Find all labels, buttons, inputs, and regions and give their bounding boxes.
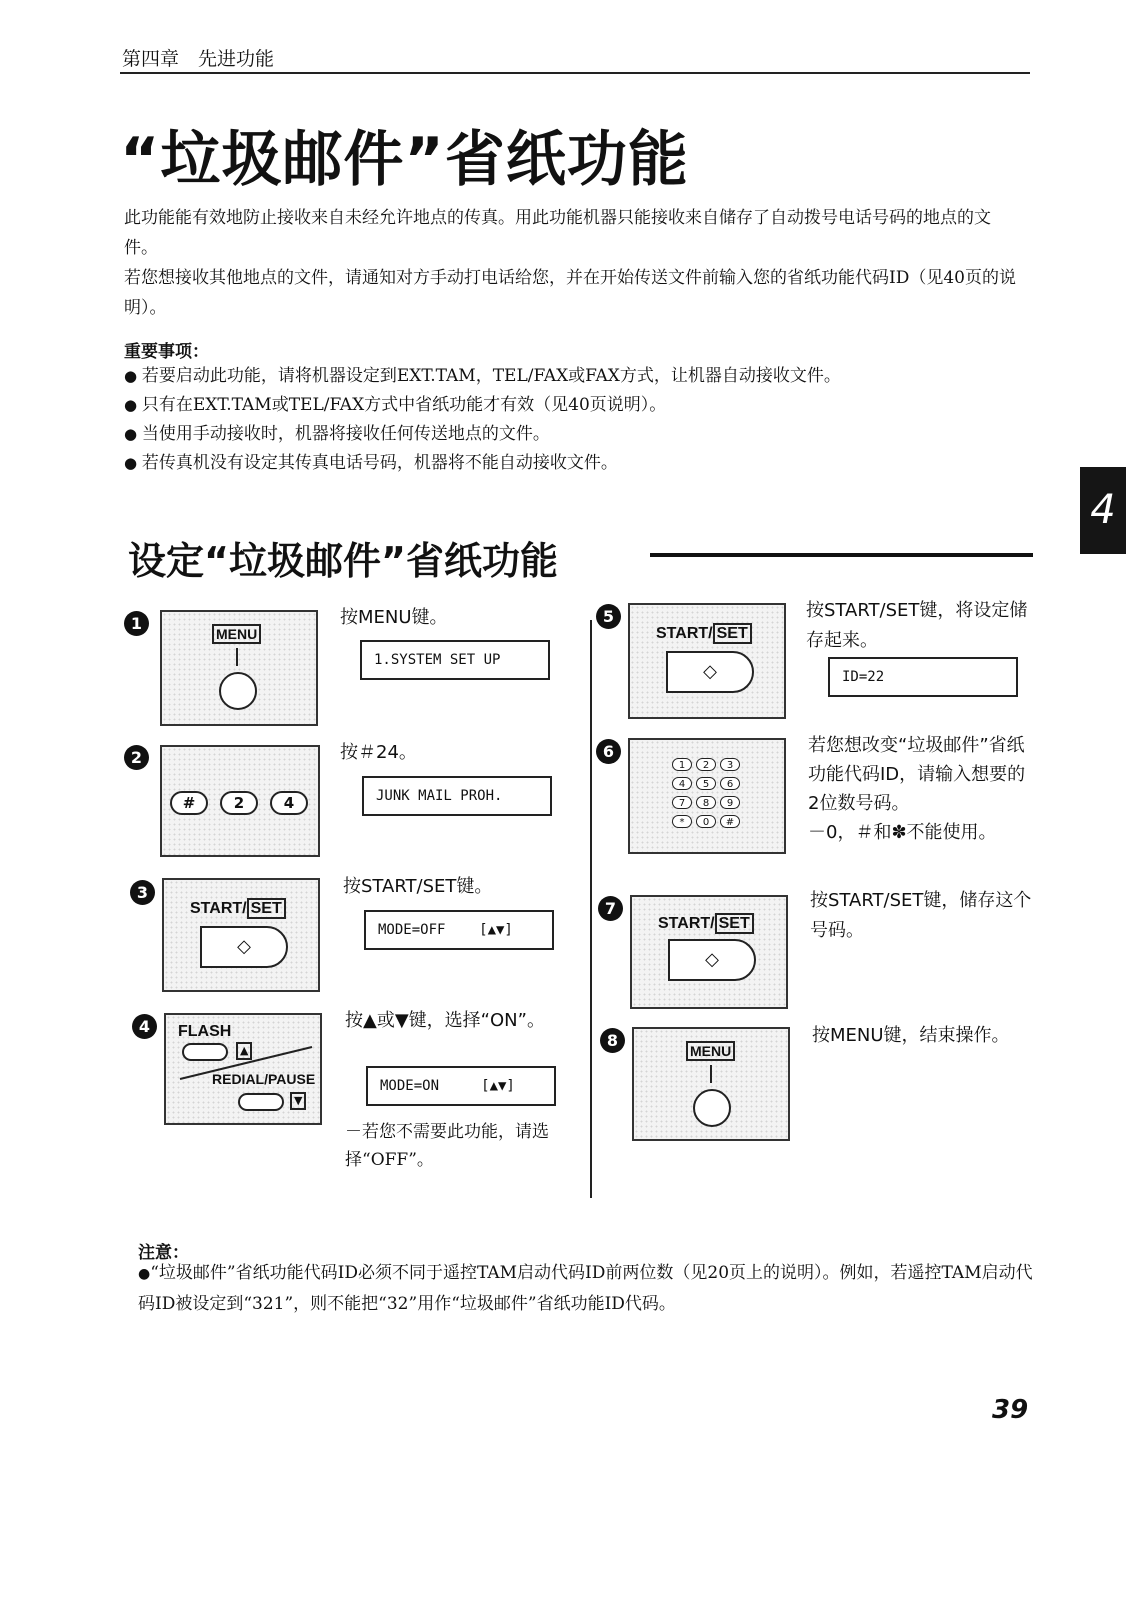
hash-key-icon: #	[170, 791, 208, 815]
lcd-display: ID=22	[828, 657, 1018, 697]
step-6-panel	[628, 738, 786, 854]
important-item: ● 若要启动此功能，请将机器设定到EXT.TAM，TEL/FAX或FAX方式，让机器自动接收文件。	[124, 362, 1024, 391]
step-number: 6	[596, 739, 621, 764]
lcd-display: JUNK MAIL PROH.	[362, 776, 552, 816]
start-set-label	[656, 625, 752, 643]
column-divider	[590, 620, 592, 1198]
section-title: 设定“垃圾邮件”省纸功能	[128, 539, 558, 583]
page-title: “垃圾邮件”省纸功能	[120, 125, 689, 195]
step-number: 8	[600, 1028, 625, 1053]
step-instruction: 按＃24。	[340, 742, 417, 763]
down-arrow-icon: ▼	[290, 1092, 306, 1110]
important-item: ● 当使用手动接收时，机器将接收任何传送地点的文件。	[124, 420, 1024, 449]
menu-key-label: MENU	[686, 1041, 735, 1061]
step-instruction: 按START/SET键。	[343, 876, 493, 897]
intro-text	[124, 203, 1024, 323]
important-item: ● 只有在EXT.TAM或TEL/FAX方式中省纸功能才有效（见40页说明）。	[124, 391, 1024, 420]
keypad-key: 0	[696, 815, 716, 828]
start-diamond-icon: ◇	[705, 949, 719, 970]
redial-pause-label: REDIAL/PAUSE	[212, 1071, 316, 1087]
chapter-tab: 4	[1080, 467, 1126, 554]
keypad-key: 8	[696, 796, 716, 809]
start-diamond-icon: ◇	[703, 661, 717, 682]
keypad-key: 2	[696, 758, 716, 771]
step-number: 5	[596, 604, 621, 629]
keypad-key: #	[720, 815, 740, 828]
key-4-icon: 4	[270, 791, 308, 815]
dial-keypad-icon	[672, 758, 744, 828]
key-stem	[710, 1065, 712, 1083]
keypad-key: 7	[672, 796, 692, 809]
start-button-icon	[666, 651, 754, 693]
keypad-key: 4	[672, 777, 692, 790]
important-item: ● 若传真机没有设定其传真电话号码，机器将不能自动接收文件。	[124, 449, 1024, 478]
step-instruction: 按▲或▼键，选择“ON”。	[345, 1010, 545, 1031]
intro-paragraph-2: 若您想接收其他地点的文件，请通知对方手动打电话给您，并在开始传送文件前输入您的省纸功能代码ID（见40页的说明）。	[124, 268, 1016, 318]
start-label: START/	[190, 900, 247, 917]
step-5-panel	[628, 603, 786, 719]
keypad-key: 9	[720, 796, 740, 809]
step-sub-note: －若您不需要此功能，请选择“OFF”。	[345, 1122, 549, 1170]
step-3-panel	[162, 878, 320, 992]
lcd-display: MODE=ON [▲▼]	[366, 1066, 556, 1106]
start-diamond-icon: ◇	[237, 936, 251, 957]
important-heading: 重要事项：	[124, 342, 209, 362]
step-number: 3	[130, 880, 155, 905]
step-instruction: 若您想改变“垃圾邮件”省纸功能代码ID，请输入想要的2位数号码。	[808, 735, 1026, 814]
keypad-key: 3	[720, 758, 740, 771]
set-label: SET	[713, 623, 752, 644]
lcd-display: 1.SYSTEM SET UP	[360, 640, 550, 680]
step-instruction: 按MENU键，结束操作。	[812, 1025, 1010, 1046]
important-list	[124, 362, 1024, 478]
start-button-icon	[200, 926, 288, 968]
start-label: START/	[656, 625, 713, 642]
step-instruction: 按START/SET键，储存这个号码。	[810, 890, 1032, 941]
note-item: ● “垃圾邮件”省纸功能代码ID必须不同于遥控TAM启动代码ID前两位数（见20页上的说明）。例如，若遥控TAM启动代码ID被设定到“321”，则不能把“32”用作“垃圾邮件”省纸功能ID代码。	[138, 1258, 1038, 1319]
note-list	[138, 1258, 1038, 1319]
step-instruction: 按MENU键。	[340, 607, 448, 628]
keypad-key: 1	[672, 758, 692, 771]
step-number: 4	[132, 1014, 157, 1039]
key-2-icon: 2	[220, 791, 258, 815]
section-rule	[650, 553, 1033, 557]
key-stem	[236, 648, 238, 666]
set-label: SET	[715, 913, 754, 934]
menu-key-label: MENU	[212, 624, 261, 644]
start-set-label	[658, 915, 754, 933]
menu-button-icon	[693, 1089, 731, 1127]
menu-button-icon	[219, 672, 257, 710]
flash-label: FLASH	[178, 1023, 232, 1040]
start-button-icon	[668, 939, 756, 981]
start-label: START/	[658, 915, 715, 932]
set-label: SET	[247, 898, 286, 919]
keypad-key: 6	[720, 777, 740, 790]
lcd-display: MODE=OFF [▲▼]	[364, 910, 554, 950]
step-number: 1	[124, 611, 149, 636]
keypad-key: *	[672, 815, 692, 828]
start-set-label	[190, 900, 286, 918]
chapter-header: 第四章 先进功能	[122, 48, 275, 70]
redial-button-icon	[238, 1093, 284, 1111]
header-rule	[120, 72, 1030, 74]
step-2-panel	[160, 745, 320, 857]
step-sub-note: －0，＃和✽不能使用。	[808, 822, 997, 843]
step-7-panel	[630, 895, 788, 1009]
step-instruction: 按START/SET键，将设定储存起来。	[806, 600, 1028, 651]
step-number: 7	[598, 896, 623, 921]
step-8-panel	[632, 1027, 790, 1141]
up-arrow-icon: ▲	[236, 1042, 252, 1060]
page-number: 39	[992, 1395, 1029, 1425]
intro-paragraph-1: 此功能能有效地防止接收来自未经允许地点的传真。用此功能机器只能接收来自储存了自动拨号电话号码的地点的文件。	[124, 208, 991, 258]
step-number: 2	[124, 745, 149, 770]
keypad-key: 5	[696, 777, 716, 790]
note-heading: 注意：	[138, 1243, 189, 1263]
step-4-panel	[164, 1013, 322, 1125]
step-1-panel	[160, 610, 318, 726]
